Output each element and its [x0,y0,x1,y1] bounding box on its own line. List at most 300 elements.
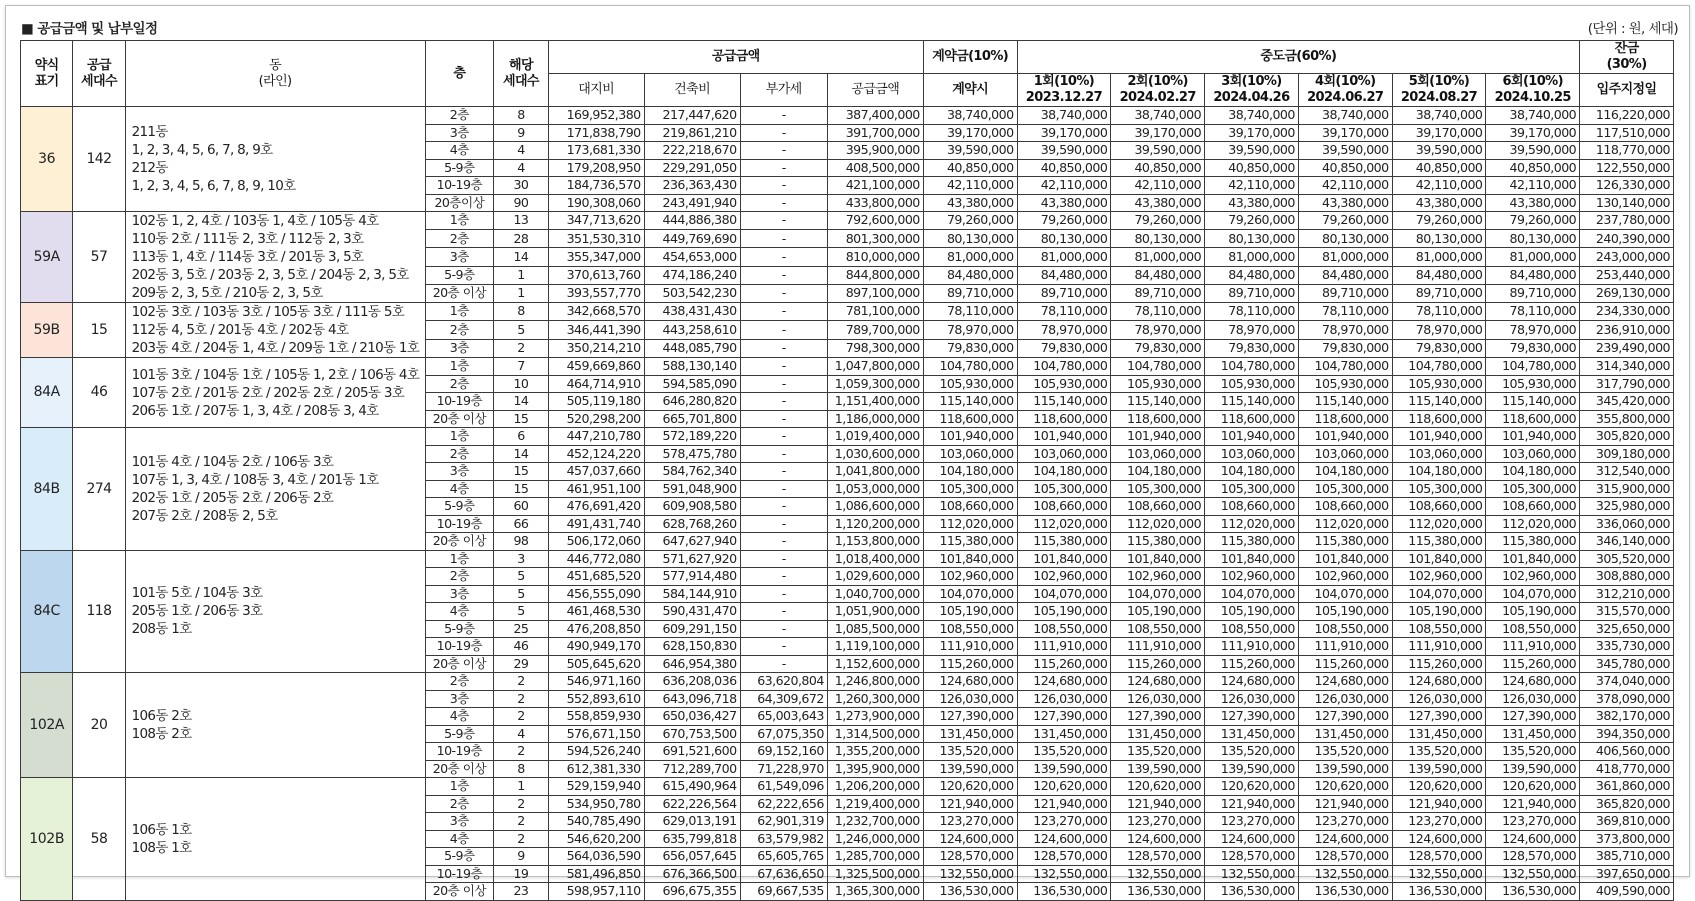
vat-cell: - [740,428,827,446]
interim-payment-6-cell: 139,590,000 [1486,760,1580,778]
interim-payment-1-cell: 104,780,000 [1017,358,1111,376]
vat-cell: - [740,585,827,603]
land-cost-cell: 446,772,080 [548,550,644,568]
interim-payment-3-cell: 115,380,000 [1205,533,1299,551]
floor-cell: 20층 이상 [425,760,494,778]
dong-line: 110동 2호 / 111동 2, 3호 / 112동 2, 3호 [131,231,364,247]
land-cost-cell: 552,893,610 [548,690,644,708]
total-price-cell: 1,018,400,000 [827,550,923,568]
interim-payment-2-cell: 120,620,000 [1111,778,1205,796]
header-contract: 계약금(10%) [923,41,1017,74]
floor-cell: 3층 [425,248,494,266]
interim-payment-5-cell: 105,190,000 [1392,603,1486,621]
vat-cell: 71,228,970 [740,760,827,778]
interim-payment-2-cell: 105,190,000 [1111,603,1205,621]
balance-payment-cell: 317,790,000 [1580,375,1674,393]
interim-payment-1-cell: 80,130,000 [1017,230,1111,248]
table-row [21,303,1674,321]
floor-units-cell: 2 [494,813,549,831]
interim-payment-5-cell: 115,260,000 [1392,655,1486,673]
balance-payment-cell: 305,820,000 [1580,428,1674,446]
balance-payment-cell: 308,880,000 [1580,568,1674,586]
interim-payment-1-cell: 101,840,000 [1017,550,1111,568]
floor-cell: 3층 [425,585,494,603]
interim-payment-3-cell: 42,110,000 [1205,177,1299,195]
interim-payment-3-cell: 104,180,000 [1205,463,1299,481]
interim-payment-4-cell: 118,600,000 [1298,410,1392,428]
interim-payment-1-cell: 124,600,000 [1017,830,1111,848]
total-price-cell: 844,800,000 [827,266,923,284]
table-row [21,428,1674,446]
interim-payment-4-cell: 101,940,000 [1298,428,1392,446]
interim-payment-2-cell: 115,260,000 [1111,655,1205,673]
balance-payment-cell: 345,420,000 [1580,393,1674,411]
interim-payment-2-cell: 103,060,000 [1111,445,1205,463]
header-building: 건축비 [644,74,740,107]
vat-cell: 62,901,319 [740,813,827,831]
land-cost-cell: 564,036,590 [548,848,644,866]
land-cost-cell: 491,431,740 [548,515,644,533]
interim-payment-4-cell: 105,190,000 [1298,603,1392,621]
contract-payment-cell: 42,110,000 [923,177,1017,195]
interim-payment-4-cell: 124,600,000 [1298,830,1392,848]
floor-units-cell: 28 [494,230,549,248]
balance-payment-cell: 269,130,000 [1580,284,1674,302]
header-interim-1: 1회(10%) 2023.12.27 [1017,74,1111,107]
floor-units-cell: 2 [494,690,549,708]
interim-payment-1-cell: 112,020,000 [1017,515,1111,533]
contract-payment-cell: 101,940,000 [923,428,1017,446]
vat-cell: - [740,177,827,195]
floor-cell: 5-9층 [425,620,494,638]
contract-payment-cell: 104,180,000 [923,463,1017,481]
vat-cell: 63,620,804 [740,673,827,691]
floor-units-cell: 13 [494,212,549,230]
interim-payment-2-cell: 78,970,000 [1111,321,1205,339]
interim-payment-1-cell: 105,190,000 [1017,603,1111,621]
interim-payment-6-cell: 115,380,000 [1486,533,1580,551]
floor-cell: 2층 [425,673,494,691]
total-price-cell: 387,400,000 [827,107,923,125]
table-row [21,673,1674,691]
contract-payment-cell: 120,620,000 [923,778,1017,796]
floor-cell: 2층 [425,568,494,586]
floor-cell: 10-19층 [425,865,494,883]
interim-payment-3-cell: 105,930,000 [1205,375,1299,393]
land-cost-cell: 461,468,530 [548,603,644,621]
interim-payment-3-cell: 79,830,000 [1205,339,1299,357]
balance-payment-cell: 397,650,000 [1580,865,1674,883]
contract-payment-cell: 104,780,000 [923,358,1017,376]
interim-payment-4-cell: 84,480,000 [1298,266,1392,284]
land-cost-cell: 594,526,240 [548,743,644,761]
vat-cell: 69,152,160 [740,743,827,761]
dong-lines-cell [125,358,425,428]
building-cost-cell: 588,130,140 [644,358,740,376]
interim-payment-4-cell: 108,550,000 [1298,620,1392,638]
balance-payment-cell: 325,980,000 [1580,498,1674,516]
land-cost-cell: 171,838,790 [548,124,644,142]
vat-cell: - [740,339,827,357]
interim-payment-6-cell: 111,910,000 [1486,638,1580,656]
balance-payment-cell: 126,330,000 [1580,177,1674,195]
balance-payment-cell: 122,550,000 [1580,159,1674,177]
supply-units-cell: 274 [73,428,125,551]
land-cost-cell: 546,971,160 [548,673,644,691]
interim-payment-4-cell: 104,070,000 [1298,585,1392,603]
floor-units-cell: 98 [494,533,549,551]
floor-units-cell: 5 [494,585,549,603]
interim-payment-1-cell: 102,960,000 [1017,568,1111,586]
total-price-cell: 1,085,500,000 [827,620,923,638]
interim-payment-5-cell: 139,590,000 [1392,760,1486,778]
interim-payment-3-cell: 120,620,000 [1205,778,1299,796]
floor-units-cell: 2 [494,830,549,848]
interim-payment-1-cell: 101,940,000 [1017,428,1111,446]
contract-payment-cell: 131,450,000 [923,725,1017,743]
building-cost-cell: 454,653,000 [644,248,740,266]
interim-payment-3-cell: 104,780,000 [1205,358,1299,376]
interim-payment-5-cell: 79,260,000 [1392,212,1486,230]
contract-payment-cell: 89,710,000 [923,284,1017,302]
building-cost-cell: 636,208,036 [644,673,740,691]
interim-payment-5-cell: 39,590,000 [1392,142,1486,160]
interim-payment-5-cell: 101,940,000 [1392,428,1486,446]
floor-cell: 20층 이상 [425,883,494,901]
interim-payment-4-cell: 38,740,000 [1298,107,1392,125]
header-floor: 층 [425,41,494,107]
dong-lines-cell [125,428,425,551]
interim-payment-5-cell: 42,110,000 [1392,177,1486,195]
interim-payment-4-cell: 124,680,000 [1298,673,1392,691]
interim-payment-1-cell: 111,910,000 [1017,638,1111,656]
interim-payment-2-cell: 104,780,000 [1111,358,1205,376]
section-title: ■ 공급금액 및 납부일정 [21,21,158,37]
interim-payment-1-cell: 120,620,000 [1017,778,1111,796]
contract-payment-cell: 40,850,000 [923,159,1017,177]
total-price-cell: 1,029,600,000 [827,568,923,586]
interim-payment-2-cell: 39,590,000 [1111,142,1205,160]
interim-payment-3-cell: 39,590,000 [1205,142,1299,160]
unit-note: (단위 : 원, 세대) [1587,21,1678,37]
interim-payment-4-cell: 42,110,000 [1298,177,1392,195]
interim-payment-2-cell: 104,180,000 [1111,463,1205,481]
interim-payment-6-cell: 123,270,000 [1486,813,1580,831]
interim-payment-2-cell: 108,660,000 [1111,498,1205,516]
interim-payment-1-cell: 115,260,000 [1017,655,1111,673]
floor-units-cell: 5 [494,321,549,339]
dong-line: 106동 1호 [131,821,192,838]
floor-units-cell: 8 [494,107,549,125]
floor-cell: 2층 [425,230,494,248]
contract-payment-cell: 115,140,000 [923,393,1017,411]
interim-payment-1-cell: 108,660,000 [1017,498,1111,516]
contract-payment-cell: 115,260,000 [923,655,1017,673]
land-cost-cell: 346,441,390 [548,321,644,339]
total-price-cell: 1,232,700,000 [827,813,923,831]
interim-payment-3-cell: 43,380,000 [1205,194,1299,212]
vat-cell: 65,003,643 [740,708,827,726]
floor-units-cell: 4 [494,725,549,743]
interim-payment-6-cell: 89,710,000 [1486,284,1580,302]
floor-cell: 5-9층 [425,848,494,866]
balance-payment-cell: 130,140,000 [1580,194,1674,212]
interim-payment-3-cell: 89,710,000 [1205,284,1299,302]
balance-payment-cell: 234,330,000 [1580,303,1674,321]
interim-payment-1-cell: 135,520,000 [1017,743,1111,761]
interim-payment-3-cell: 105,300,000 [1205,480,1299,498]
table-body [21,107,1674,901]
interim-payment-5-cell: 118,600,000 [1392,410,1486,428]
total-price-cell: 792,600,000 [827,212,923,230]
floor-units-cell: 8 [494,303,549,321]
floor-cell: 2층 [425,445,494,463]
land-cost-cell: 505,119,180 [548,393,644,411]
interim-payment-1-cell: 105,300,000 [1017,480,1111,498]
building-cost-cell: 643,096,718 [644,690,740,708]
interim-payment-1-cell: 124,680,000 [1017,673,1111,691]
floor-cell: 10-19층 [425,743,494,761]
contract-payment-cell: 105,300,000 [923,480,1017,498]
vat-cell: - [740,445,827,463]
total-price-cell: 1,053,000,000 [827,480,923,498]
floor-cell: 10-19층 [425,638,494,656]
interim-payment-2-cell: 78,110,000 [1111,303,1205,321]
contract-payment-cell: 81,000,000 [923,248,1017,266]
interim-payment-2-cell: 123,270,000 [1111,813,1205,831]
contract-payment-cell: 38,740,000 [923,107,1017,125]
dong-line: 112동 4, 5호 / 201동 4호 / 202동 4호 [131,322,349,338]
total-price-cell: 1,030,600,000 [827,445,923,463]
floor-units-cell: 2 [494,673,549,691]
interim-payment-6-cell: 103,060,000 [1486,445,1580,463]
building-cost-cell: 712,289,700 [644,760,740,778]
interim-payment-3-cell: 132,550,000 [1205,865,1299,883]
building-cost-cell: 629,013,191 [644,813,740,831]
interim-payment-6-cell: 43,380,000 [1486,194,1580,212]
vat-cell: - [740,375,827,393]
building-cost-cell: 243,491,940 [644,194,740,212]
building-cost-cell: 443,258,610 [644,321,740,339]
contract-payment-cell: 127,390,000 [923,708,1017,726]
vat-cell: - [740,480,827,498]
interim-payment-4-cell: 112,020,000 [1298,515,1392,533]
floor-units-cell: 5 [494,568,549,586]
interim-payment-6-cell: 115,140,000 [1486,393,1580,411]
balance-payment-cell: 336,060,000 [1580,515,1674,533]
dong-lines-cell [125,673,425,778]
interim-payment-1-cell: 79,260,000 [1017,212,1111,230]
balance-payment-cell: 236,910,000 [1580,321,1674,339]
header-balance-date: 입주지정일 [1580,74,1674,107]
interim-payment-3-cell: 131,450,000 [1205,725,1299,743]
dong-line: 101동 3호 / 104동 1호 / 105동 1, 2호 / 106동 4호 [131,366,420,383]
total-price-cell: 781,100,000 [827,303,923,321]
land-cost-cell: 520,298,200 [548,410,644,428]
interim-payment-2-cell: 79,260,000 [1111,212,1205,230]
vat-cell: - [740,212,827,230]
interim-payment-5-cell: 124,680,000 [1392,673,1486,691]
floor-units-cell: 2 [494,339,549,357]
building-cost-cell: 676,366,500 [644,865,740,883]
header-type: 약식 표기 [21,41,73,107]
interim-payment-1-cell: 40,850,000 [1017,159,1111,177]
floor-cell: 20층 이상 [425,655,494,673]
interim-payment-3-cell: 136,530,000 [1205,883,1299,901]
header-interim-2: 2회(10%) 2024.02.27 [1111,74,1205,107]
interim-payment-5-cell: 105,930,000 [1392,375,1486,393]
interim-payment-1-cell: 38,740,000 [1017,107,1111,125]
contract-payment-cell: 78,970,000 [923,321,1017,339]
total-price-cell: 1,059,300,000 [827,375,923,393]
interim-payment-4-cell: 79,260,000 [1298,212,1392,230]
building-cost-cell: 622,226,564 [644,795,740,813]
dong-lines-cell [125,778,425,901]
interim-payment-6-cell: 79,830,000 [1486,339,1580,357]
header-contract-date: 계약시 [923,74,1017,107]
floor-units-cell: 15 [494,480,549,498]
total-price-cell: 1,153,800,000 [827,533,923,551]
interim-payment-1-cell: 121,940,000 [1017,795,1111,813]
total-price-cell: 1,119,100,000 [827,638,923,656]
total-price-cell: 810,000,000 [827,248,923,266]
total-price-cell: 1,019,400,000 [827,428,923,446]
interim-payment-6-cell: 108,660,000 [1486,498,1580,516]
floor-cell: 2층 [425,107,494,125]
building-cost-cell: 591,048,900 [644,480,740,498]
floor-cell: 4층 [425,708,494,726]
total-price-cell: 1,219,400,000 [827,795,923,813]
floor-cell: 2층 [425,321,494,339]
interim-payment-2-cell: 139,590,000 [1111,760,1205,778]
floor-units-cell: 60 [494,498,549,516]
vat-cell: - [740,321,827,339]
interim-payment-4-cell: 40,850,000 [1298,159,1392,177]
interim-payment-3-cell: 104,070,000 [1205,585,1299,603]
vat-cell: - [740,142,827,160]
contract-payment-cell: 101,840,000 [923,550,1017,568]
interim-payment-5-cell: 136,530,000 [1392,883,1486,901]
vat-cell: - [740,410,827,428]
floor-cell: 4층 [425,142,494,160]
interim-payment-3-cell: 108,550,000 [1205,620,1299,638]
dong-line: 202동 3, 5호 / 203동 2, 3, 5호 / 204동 2, 3, 5호 [131,267,409,283]
floor-units-cell: 19 [494,865,549,883]
balance-payment-cell: 373,800,000 [1580,830,1674,848]
interim-payment-3-cell: 128,570,000 [1205,848,1299,866]
vat-cell: 64,309,672 [740,690,827,708]
land-cost-cell: 540,785,490 [548,813,644,831]
interim-payment-5-cell: 126,030,000 [1392,690,1486,708]
interim-payment-6-cell: 120,620,000 [1486,778,1580,796]
interim-payment-3-cell: 111,910,000 [1205,638,1299,656]
contract-payment-cell: 111,910,000 [923,638,1017,656]
floor-units-cell: 66 [494,515,549,533]
land-cost-cell: 190,308,060 [548,194,644,212]
floor-cell: 1층 [425,358,494,376]
interim-payment-5-cell: 38,740,000 [1392,107,1486,125]
floor-cell: 3층 [425,690,494,708]
interim-payment-6-cell: 80,130,000 [1486,230,1580,248]
building-cost-cell: 236,363,430 [644,177,740,195]
interim-payment-5-cell: 39,170,000 [1392,124,1486,142]
interim-payment-1-cell: 78,970,000 [1017,321,1111,339]
balance-payment-cell: 365,820,000 [1580,795,1674,813]
floor-cell: 5-9층 [425,266,494,284]
interim-payment-5-cell: 121,940,000 [1392,795,1486,813]
balance-payment-cell: 315,900,000 [1580,480,1674,498]
interim-payment-3-cell: 40,850,000 [1205,159,1299,177]
table-row [21,778,1674,796]
interim-payment-2-cell: 132,550,000 [1111,865,1205,883]
interim-payment-4-cell: 101,840,000 [1298,550,1392,568]
contract-payment-cell: 104,070,000 [923,585,1017,603]
building-cost-cell: 444,886,380 [644,212,740,230]
vat-cell: - [740,550,827,568]
interim-payment-4-cell: 111,910,000 [1298,638,1392,656]
interim-payment-6-cell: 131,450,000 [1486,725,1580,743]
floor-units-cell: 1 [494,778,549,796]
interim-payment-2-cell: 39,170,000 [1111,124,1205,142]
interim-payment-6-cell: 126,030,000 [1486,690,1580,708]
contract-payment-cell: 78,110,000 [923,303,1017,321]
balance-payment-cell: 315,570,000 [1580,603,1674,621]
floor-cell: 1층 [425,212,494,230]
building-cost-cell: 578,475,780 [644,445,740,463]
building-cost-cell: 656,057,645 [644,848,740,866]
interim-payment-2-cell: 101,840,000 [1111,550,1205,568]
building-cost-cell: 670,753,500 [644,725,740,743]
building-cost-cell: 628,150,830 [644,638,740,656]
land-cost-cell: 529,159,940 [548,778,644,796]
balance-payment-cell: 314,340,000 [1580,358,1674,376]
header-total: 공급금액 [827,74,923,107]
interim-payment-5-cell: 79,830,000 [1392,339,1486,357]
balance-payment-cell: 361,860,000 [1580,778,1674,796]
land-cost-cell: 558,859,930 [548,708,644,726]
floor-cell: 1층 [425,303,494,321]
total-price-cell: 1,186,000,000 [827,410,923,428]
building-cost-cell: 503,542,230 [644,284,740,302]
dong-line: 211동 [131,124,168,140]
balance-payment-cell: 253,440,000 [1580,266,1674,284]
land-cost-cell: 393,557,770 [548,284,644,302]
interim-payment-2-cell: 127,390,000 [1111,708,1205,726]
total-price-cell: 1,152,600,000 [827,655,923,673]
interim-payment-6-cell: 104,070,000 [1486,585,1580,603]
land-cost-cell: 612,381,330 [548,760,644,778]
floor-units-cell: 2 [494,743,549,761]
interim-payment-6-cell: 128,570,000 [1486,848,1580,866]
floor-units-cell: 2 [494,795,549,813]
building-cost-cell: 584,144,910 [644,585,740,603]
floor-cell: 3층 [425,124,494,142]
interim-payment-1-cell: 104,070,000 [1017,585,1111,603]
interim-payment-6-cell: 105,300,000 [1486,480,1580,498]
floor-units-cell: 90 [494,194,549,212]
interim-payment-1-cell: 43,380,000 [1017,194,1111,212]
floor-cell: 1층 [425,550,494,568]
dong-lines-cell [125,212,425,303]
building-cost-cell: 438,431,430 [644,303,740,321]
supply-units-cell: 57 [73,212,125,303]
balance-payment-cell: 117,510,000 [1580,124,1674,142]
dong-line: 206동 1호 / 207동 1, 3, 4호 / 208동 3, 4호 [131,402,379,419]
floor-units-cell: 1 [494,266,549,284]
contract-payment-cell: 43,380,000 [923,194,1017,212]
interim-payment-6-cell: 124,600,000 [1486,830,1580,848]
interim-payment-3-cell: 112,020,000 [1205,515,1299,533]
